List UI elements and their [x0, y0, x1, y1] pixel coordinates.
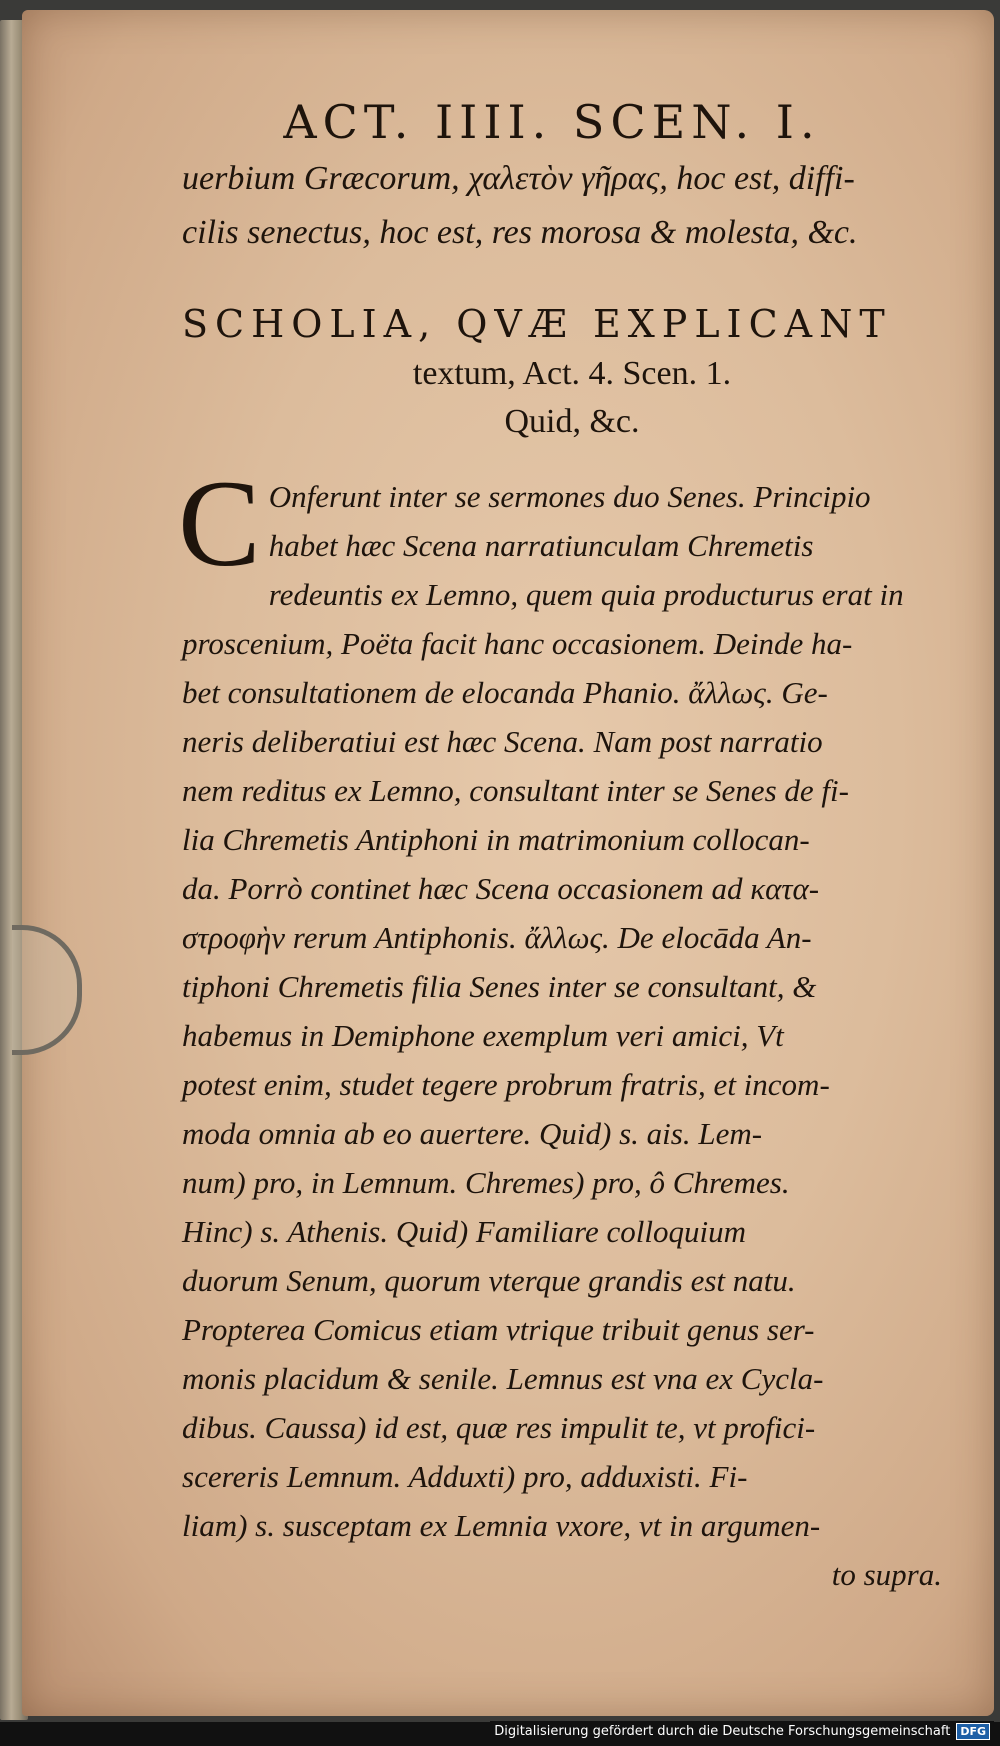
attribution-text: Digitalisierung gefördert durch die Deutsche Forschungsgemeinschaft — [494, 1724, 951, 1739]
body-line: num) pro, in Lemnum. Chremes) pro, ô Chremes. — [182, 1165, 790, 1200]
body-line: bet consultationem de elocanda Phanio. ἄλλως. Ge- — [182, 675, 828, 710]
running-header: ACT. IIII. SCEN. I. — [283, 95, 821, 149]
body-line: neris deliberatiui est hæc Scena. Nam post narratio — [182, 724, 823, 759]
body-line: da. Porrò continet hæc Scena occasionem ad κατα- — [182, 871, 820, 906]
body-line: moda omnia ab eo auertere. Quid) s. ais. Lem- — [182, 1116, 763, 1151]
page-clip — [12, 925, 82, 1055]
body-line: Hinc) s. Athenis. Quid) Familiare colloquium — [182, 1214, 746, 1249]
body-line: habet hæc Scena narratiunculam Chremetis — [268, 528, 814, 563]
section-subtitle: textum, Act. 4. Scen. 1. — [412, 355, 732, 392]
body-text — [178, 455, 962, 1599]
body-line: liam) s. susceptam ex Lemnia vxore, vt in argumen- — [182, 1508, 821, 1543]
body-line: scereris Lemnum. Adduxti) pro, adduxisti. Fi- — [182, 1459, 748, 1494]
text-line: cilis senectus, hoc est, res morosa & molesta, &c. — [182, 214, 858, 251]
body-line: dibus. Caussa) id est, quæ res impulit te, vt profici- — [182, 1410, 816, 1445]
attribution-footer — [490, 1721, 994, 1742]
body-line: tiphoni Chremetis filia Senes inter se consultant, & — [182, 969, 817, 1004]
section-lemma: Quid, &c. — [504, 403, 640, 440]
body-line: proscenium, Poëta facit hanc occasionem. Deinde ha- — [182, 626, 853, 661]
body-line: monis placidum & senile. Lemnus est vna ex Cycla- — [182, 1361, 824, 1396]
body-line: Propterea Comicus etiam vtrique tribuit genus ser- — [182, 1312, 815, 1347]
drop-cap: C — [178, 455, 261, 592]
page-content — [178, 92, 962, 1599]
body-line: redeuntis ex Lemno, quem quia producturus erat in — [268, 577, 904, 612]
body-line: potest enim, studet tegere probrum fratris, et incom- — [182, 1067, 830, 1102]
body-line: habemus in Demiphone exemplum veri amici, Vt — [182, 1018, 784, 1053]
dfg-logo-icon: DFG — [956, 1723, 990, 1740]
body-line: lia Chremetis Antiphoni in matrimonium collocan- — [182, 822, 810, 857]
body-line: duorum Senum, quorum vterque grandis est natu. — [182, 1263, 796, 1298]
body-line: Onferunt inter se sermones duo Senes. Principio — [268, 479, 871, 514]
section-title: SCHOLIA, QVÆ EXPLICANT — [182, 302, 892, 346]
body-line: nem reditus ex Lemno, consultant inter se Senes de fi- — [182, 773, 849, 808]
text-line: uerbium Græcorum, χαλετὸν γῆρας, hoc est, diffi- — [182, 160, 855, 197]
body-line: στροφὴν rerum Antiphonis. ἄλλως. De elocāda An- — [182, 920, 812, 955]
body-line: to supra. — [831, 1557, 942, 1592]
